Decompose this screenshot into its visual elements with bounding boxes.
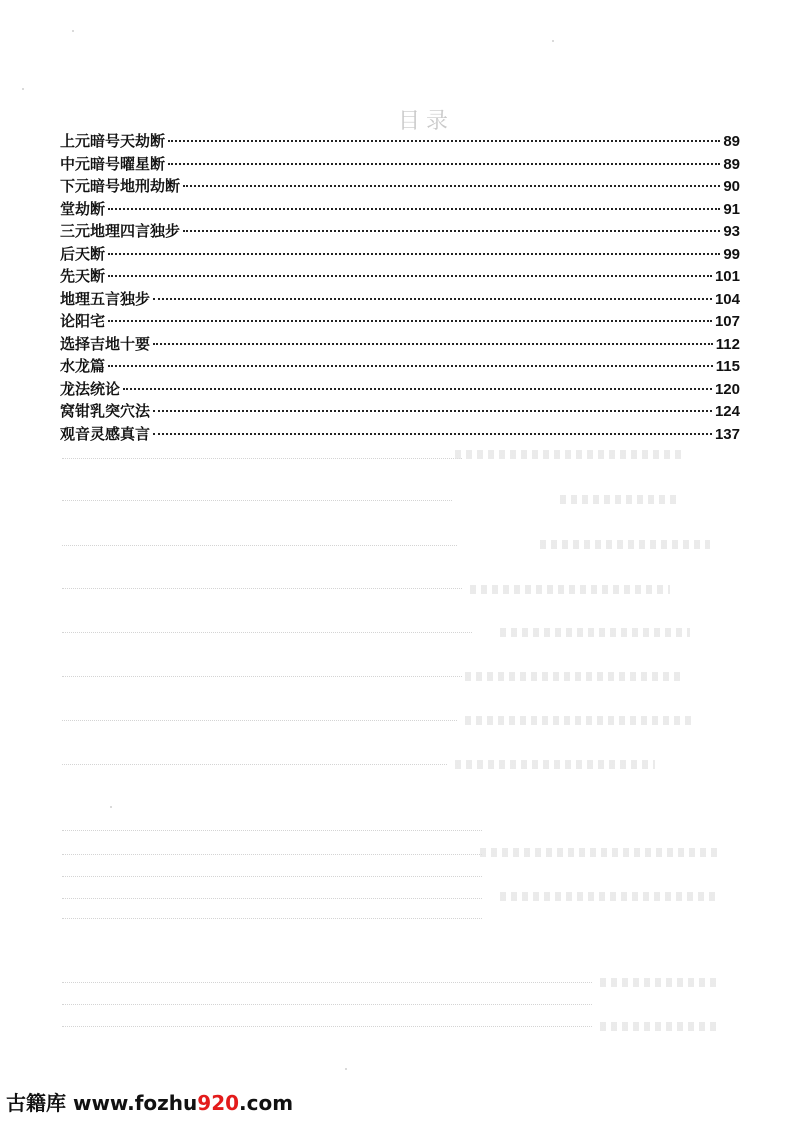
- toc-entry[interactable]: [60, 400, 740, 423]
- bleed-through-text: [465, 672, 685, 681]
- toc-entry-title: 水龙篇: [60, 357, 106, 375]
- bleed-through-line: [62, 764, 447, 765]
- toc-entry-title: 后天断: [60, 244, 106, 263]
- bleed-through-line: [62, 676, 462, 677]
- bleed-through-text: [600, 1022, 720, 1031]
- toc-entry-page: 112: [715, 335, 740, 353]
- toc-entry[interactable]: [60, 175, 740, 198]
- toc-entry[interactable]: [60, 243, 740, 266]
- toc-entry[interactable]: [60, 265, 740, 288]
- bleed-through-line: [62, 458, 462, 459]
- toc-entry-title: 先天断: [60, 267, 106, 285]
- toc-entry-page: 93: [723, 223, 740, 240]
- toc-entry-page: 104: [714, 290, 740, 308]
- toc-entry[interactable]: [60, 423, 740, 446]
- toc-entry-title: 堂劫断: [60, 199, 106, 218]
- bleed-through-line: [62, 545, 457, 546]
- dot-leader: [153, 410, 712, 412]
- dot-leader: [108, 208, 720, 210]
- toc-entry-page: 101: [714, 268, 740, 285]
- dot-leader: [108, 365, 713, 367]
- site-watermark: [6, 1087, 293, 1116]
- bleed-through-text: [600, 978, 720, 987]
- bleed-through-line: [62, 918, 482, 919]
- scan-speck: [72, 30, 74, 32]
- scan-speck: [110, 806, 112, 808]
- scan-speck: [22, 88, 24, 90]
- toc-entry-page: 115: [715, 358, 740, 375]
- toc-entry-title: 地理五言独步: [60, 289, 151, 308]
- toc-entry-page: 124: [714, 403, 740, 420]
- toc-entry-page: 137: [714, 425, 740, 443]
- bleed-through-line: [62, 898, 482, 899]
- toc-entry[interactable]: [60, 310, 740, 333]
- toc-entry-page: 107: [714, 313, 740, 330]
- bleed-through-text: [500, 892, 720, 901]
- bleed-through-line: [62, 1026, 592, 1027]
- bleed-through-text: [455, 450, 685, 459]
- scan-speck: [345, 1068, 347, 1070]
- bleed-through-line: [62, 500, 452, 501]
- dot-leader: [183, 185, 720, 187]
- toc-entry-title: 上元暗号天劫断: [60, 132, 166, 150]
- watermark-accent: 920: [197, 1091, 240, 1115]
- bleed-through-line: [62, 632, 472, 633]
- scan-speck: [552, 40, 554, 42]
- bleed-through-text: [455, 760, 655, 769]
- bleed-through-line: [62, 588, 462, 589]
- toc-entry-page: 99: [723, 245, 740, 263]
- toc-entry-title: 窝钳乳突穴法: [60, 402, 151, 420]
- toc-entry-page: 90: [723, 178, 740, 195]
- toc-entry-title: 龙法统论: [60, 379, 121, 398]
- bleed-through-line: [62, 982, 592, 983]
- watermark-suffix: .com: [239, 1091, 294, 1115]
- bleed-through-text: [465, 716, 695, 725]
- toc-entry[interactable]: [60, 288, 740, 311]
- toc-entry-page: 89: [723, 155, 740, 173]
- toc-entry-title: 论阳宅: [60, 312, 106, 330]
- bleed-through-text: [470, 585, 670, 594]
- toc-entry-title: 选择吉地十要: [60, 334, 151, 353]
- toc-entry[interactable]: [60, 333, 740, 356]
- bleed-through-text: [500, 628, 690, 637]
- bleed-through-text: [560, 495, 680, 504]
- dot-leader: [168, 163, 720, 165]
- dot-leader: [108, 275, 712, 277]
- toc-entry-title: 三元地理四言独步: [60, 222, 181, 240]
- bleed-through-line: [62, 876, 482, 877]
- dot-leader: [153, 298, 712, 300]
- toc-entry[interactable]: [60, 355, 740, 378]
- table-of-contents: [60, 130, 740, 445]
- watermark-prefix: 古籍库 www.fozhu: [6, 1091, 198, 1115]
- bleed-through-line: [62, 720, 457, 721]
- toc-entry-page: 91: [723, 200, 740, 218]
- toc-entry[interactable]: [60, 130, 740, 153]
- toc-entry-page: 89: [723, 133, 740, 150]
- toc-entry[interactable]: [60, 220, 740, 243]
- dot-leader: [153, 343, 713, 345]
- toc-entry[interactable]: [60, 378, 740, 401]
- dot-leader: [153, 433, 712, 435]
- dot-leader: [108, 320, 712, 322]
- toc-entry[interactable]: [60, 153, 740, 176]
- toc-entry-page: 120: [714, 380, 740, 398]
- bleed-through-text: [540, 540, 710, 549]
- toc-entry-title: 下元暗号地刑劫断: [60, 177, 181, 195]
- bleed-through-text: [480, 848, 720, 857]
- dot-leader: [168, 140, 720, 142]
- toc-entry-title: 中元暗号曜星断: [60, 154, 166, 173]
- dot-leader: [183, 230, 720, 232]
- dot-leader: [108, 253, 720, 255]
- toc-entry[interactable]: [60, 198, 740, 221]
- toc-entry-title: 观音灵感真言: [60, 424, 151, 443]
- page-heading: 目录: [398, 109, 455, 134]
- bleed-through-line: [62, 854, 482, 855]
- dot-leader: [123, 388, 712, 390]
- bleed-through-line: [62, 830, 482, 831]
- bleed-through-line: [62, 1004, 592, 1005]
